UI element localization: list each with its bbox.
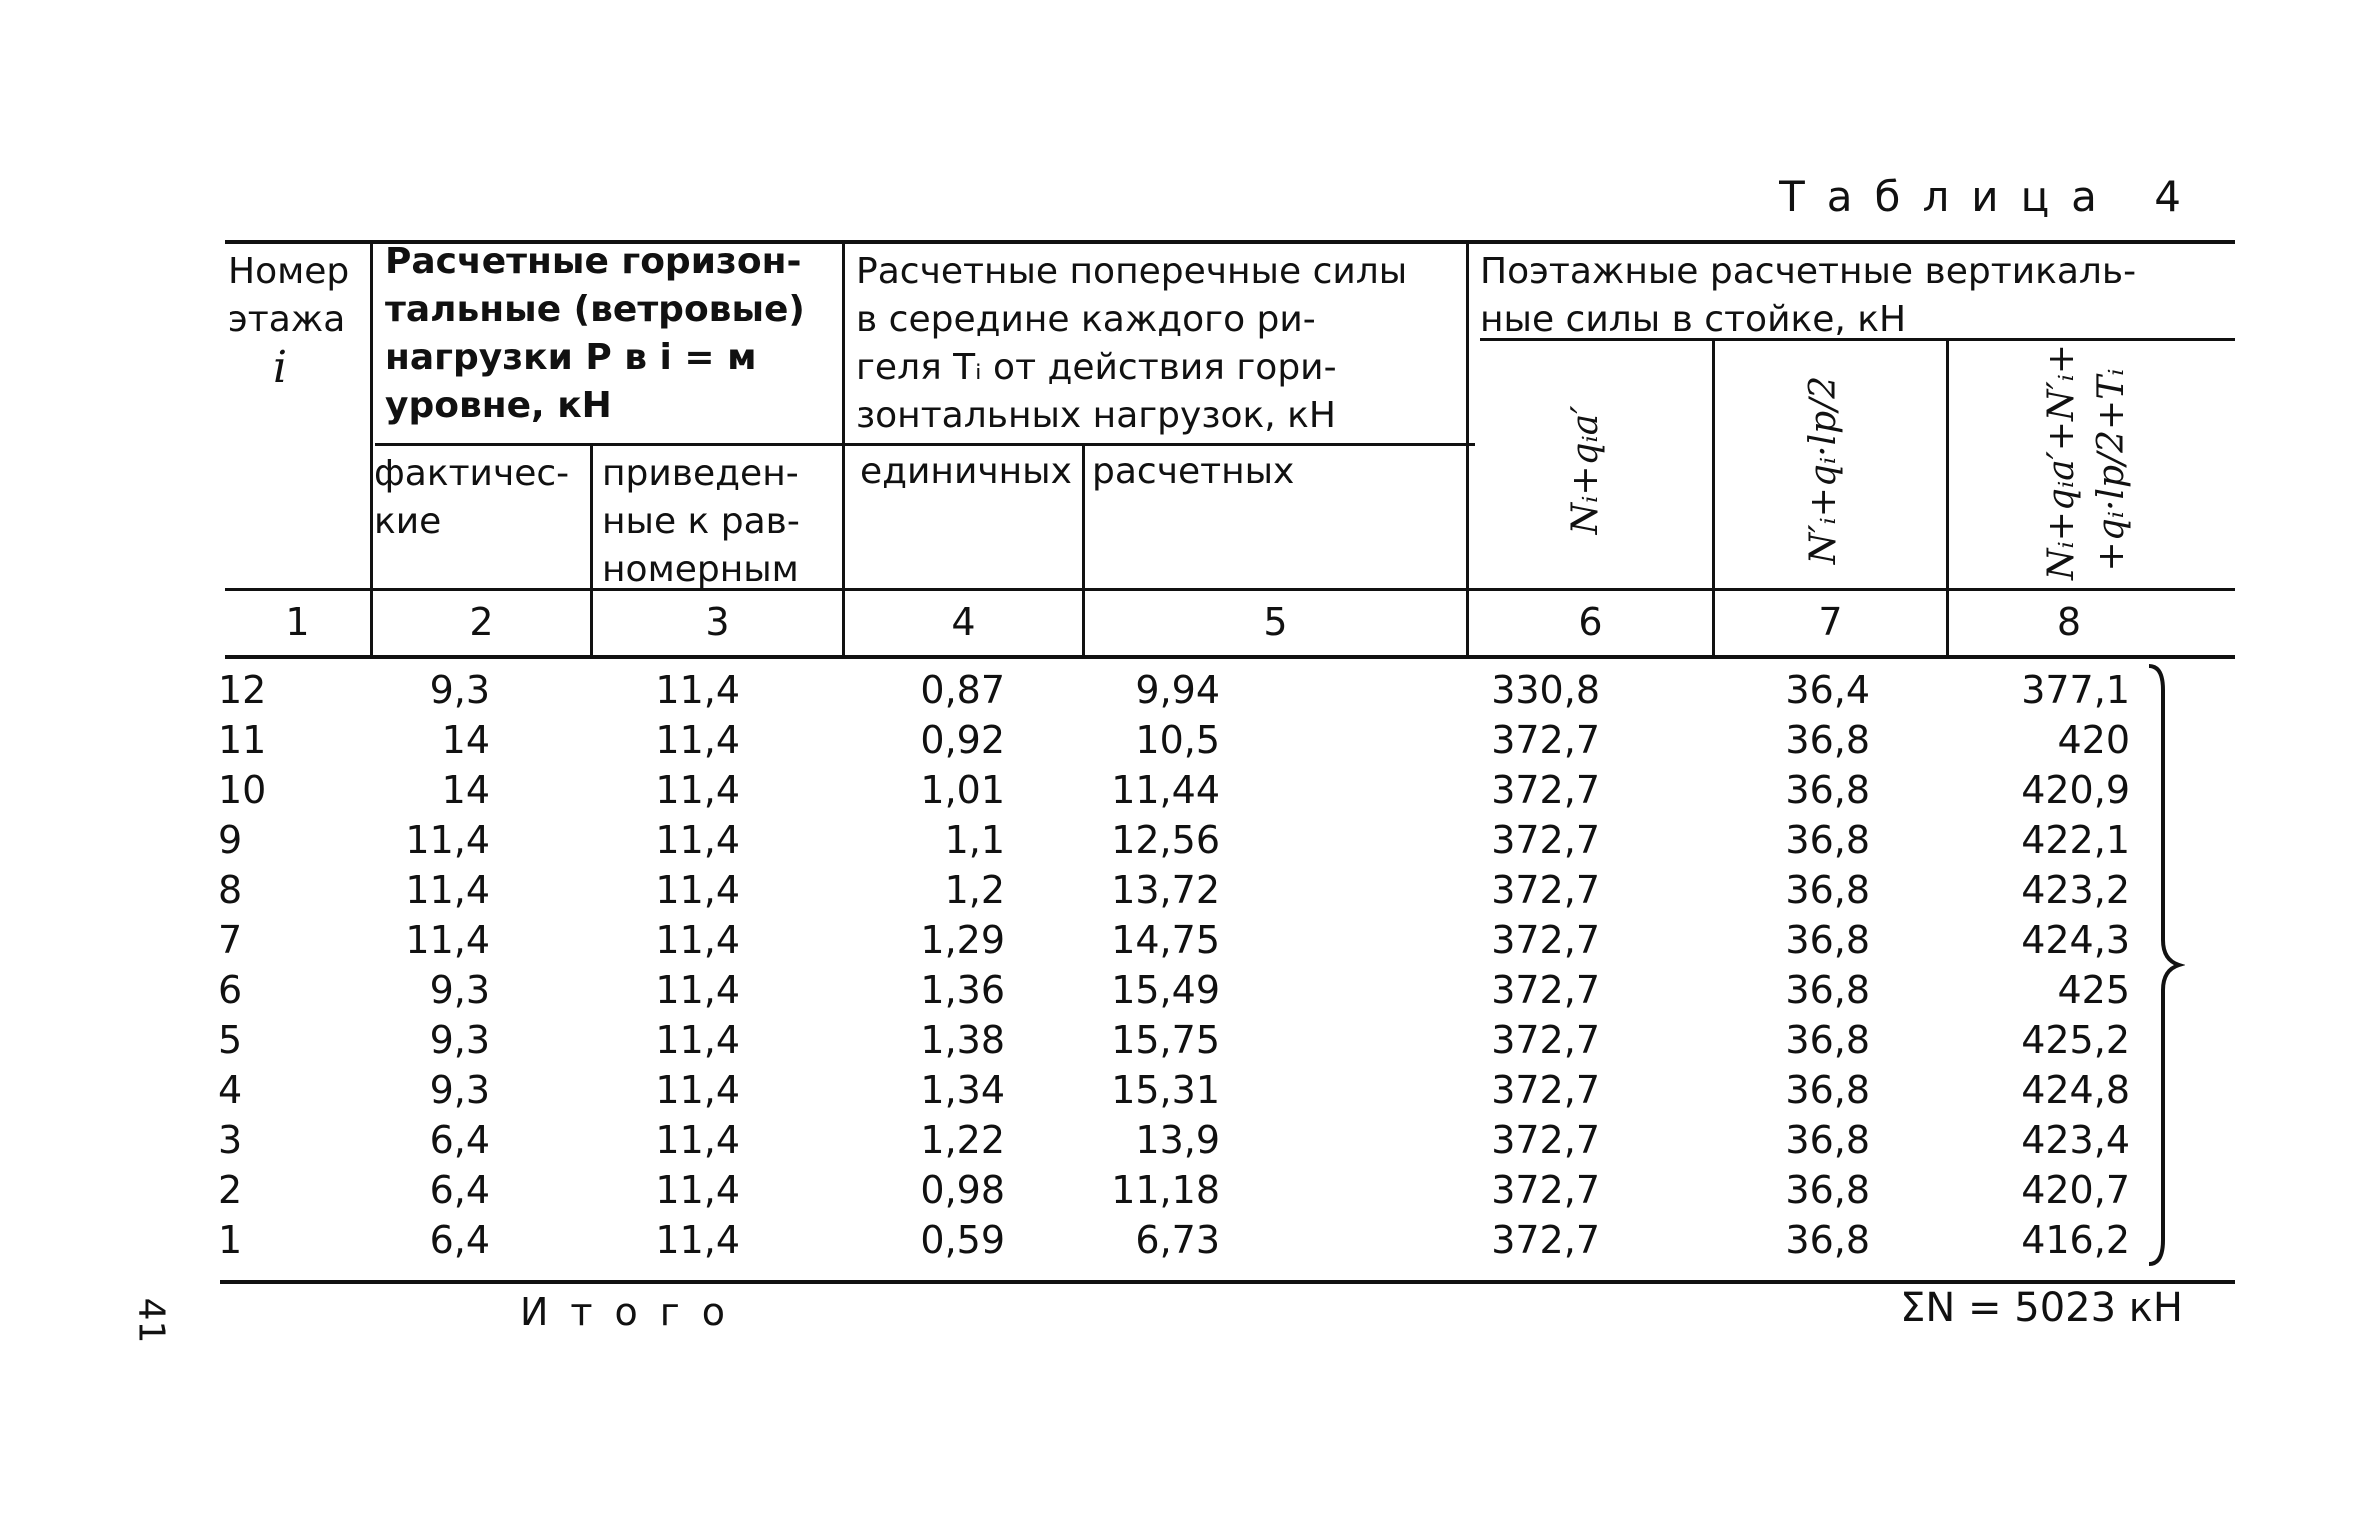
cell-col7: 36,8 [1785, 1218, 1870, 1262]
table-row [0, 965, 2363, 1015]
table-row [0, 1015, 2363, 1065]
cell-col6: 372,7 [1491, 918, 1600, 962]
column-number-8: 8 [2056, 600, 2082, 644]
cell-reduced: 11,4 [655, 1218, 740, 1262]
header-col8-formula-line1: Nᵢ+qᵢa′+N′ᵢ+ [2041, 343, 2082, 580]
column-number-2: 2 [469, 600, 494, 644]
cell-reduced: 11,4 [655, 818, 740, 862]
cell-col8: 423,2 [2021, 868, 2130, 912]
cell-col8: 424,3 [2021, 918, 2130, 962]
cell-design: 10,5 [1135, 718, 1220, 762]
cell-col7: 36,4 [1785, 668, 1870, 712]
cell-design: 11,44 [1111, 768, 1220, 812]
cell-reduced: 11,4 [655, 1068, 740, 1112]
col-divider-1 [370, 240, 373, 658]
cell-col6: 372,7 [1491, 718, 1600, 762]
cell-col7: 36,8 [1785, 1168, 1870, 1212]
cell-reduced: 11,4 [655, 868, 740, 912]
cell-floor: 8 [218, 868, 243, 912]
cell-reduced: 11,4 [655, 718, 740, 762]
table-row [0, 1165, 2363, 1215]
header-group-vertical-forces [1480, 248, 2136, 344]
total-sum: ΣN = 5023 кН [1900, 1285, 2183, 1331]
header-col4: единичных [860, 451, 1072, 492]
cell-col7: 36,8 [1785, 1068, 1870, 1112]
cell-col6: 372,7 [1491, 1218, 1600, 1262]
header-col2-line1: фактичес- [374, 453, 570, 494]
header-col3-line1: приведен- [602, 453, 799, 494]
cell-col6: 372,7 [1491, 768, 1600, 812]
page-number: 41 [130, 1297, 172, 1344]
cell-unit: 0,98 [920, 1168, 1005, 1212]
header-col1-line2: этажа [228, 299, 346, 340]
table-row [0, 765, 2363, 815]
header-col5: расчетных [1092, 451, 1295, 492]
cell-design: 12,56 [1111, 818, 1220, 862]
cell-reduced: 11,4 [655, 668, 740, 712]
table-caption: Таблица 4 [1779, 172, 2203, 221]
header-col3-line3: номерным [602, 549, 799, 590]
header-group45-line1: Расчетные поперечные силы [856, 251, 1408, 292]
cell-actual: 11,4 [405, 818, 490, 862]
cell-unit: 1,01 [920, 768, 1005, 812]
table-row [0, 815, 2363, 865]
header-col2 [374, 450, 569, 546]
cell-unit: 1,22 [920, 1118, 1005, 1162]
cell-col8: 424,8 [2021, 1068, 2130, 1112]
header-col7-formula: N′ᵢ+qᵢ·lp/2 [1803, 375, 1844, 565]
header-col3 [602, 450, 800, 594]
cell-col8: 420,9 [2021, 768, 2130, 812]
header-group45-line3: геля Tᵢ от действия гори- [856, 347, 1337, 388]
header-col1 [228, 248, 349, 392]
cell-design: 13,72 [1111, 868, 1220, 912]
cell-col8: 416,2 [2021, 1218, 2130, 1262]
cell-col6: 372,7 [1491, 968, 1600, 1012]
header-col6-formula: Nᵢ+qᵢa′ [1565, 405, 1606, 535]
header-group23-line3: нагрузки P в i = м [385, 337, 757, 378]
cell-design: 15,75 [1111, 1018, 1220, 1062]
table-row [0, 865, 2363, 915]
header-rule-group23-45 [375, 443, 1475, 446]
column-numbers-rule [225, 655, 2235, 659]
table-row [0, 915, 2363, 965]
cell-actual: 9,3 [429, 968, 490, 1012]
column-number-5: 5 [1263, 600, 1288, 644]
cell-unit: 0,59 [920, 1218, 1005, 1262]
header-group23-line4: уровне, кН [385, 385, 612, 426]
column-number-7: 7 [1818, 600, 1843, 644]
header-bottom-rule [225, 588, 2235, 591]
cell-floor: 2 [218, 1168, 243, 1212]
cell-actual: 11,4 [405, 868, 490, 912]
header-group678-line1: Поэтажные расчетные вертикаль- [1480, 251, 2137, 292]
cell-unit: 1,29 [920, 918, 1005, 962]
cell-col8: 377,1 [2021, 668, 2130, 712]
header-group678-line2: ные силы в стойке, кН [1480, 299, 1907, 340]
cell-col8: 425,2 [2021, 1018, 2130, 1062]
cell-col7: 36,8 [1785, 1118, 1870, 1162]
cell-col6: 372,7 [1491, 1018, 1600, 1062]
cell-design: 9,94 [1135, 668, 1220, 712]
header-group-horizontal-loads [385, 238, 805, 430]
cell-floor: 9 [218, 818, 243, 862]
cell-reduced: 11,4 [655, 768, 740, 812]
cell-col8: 422,1 [2021, 818, 2130, 862]
cell-reduced: 11,4 [655, 1118, 740, 1162]
header-group23-line1: Расчетные горизон- [385, 241, 802, 282]
cell-design: 11,18 [1111, 1168, 1220, 1212]
column-number-4: 4 [951, 600, 976, 644]
cell-unit: 1,36 [920, 968, 1005, 1012]
table-bottom-rule [220, 1280, 2235, 1284]
cell-actual: 11,4 [405, 918, 490, 962]
cell-actual: 9,3 [429, 1018, 490, 1062]
cell-reduced: 11,4 [655, 918, 740, 962]
cell-col6: 372,7 [1491, 1168, 1600, 1212]
table-row [0, 1115, 2363, 1165]
header-group45-line4: зонтальных нагрузок, кН [856, 395, 1336, 436]
col-divider-3 [842, 240, 845, 658]
cell-col7: 36,8 [1785, 818, 1870, 862]
cell-unit: 0,87 [920, 668, 1005, 712]
total-label: Итого [520, 1290, 748, 1334]
cell-floor: 12 [218, 668, 267, 712]
cell-design: 15,49 [1111, 968, 1220, 1012]
cell-col8: 425 [2057, 968, 2130, 1012]
table-row [0, 715, 2363, 765]
table-row [0, 1065, 2363, 1115]
header-col3-line2: ные к рав- [602, 501, 800, 542]
cell-col7: 36,8 [1785, 918, 1870, 962]
header-col8-formula [2037, 343, 2147, 580]
cell-col6: 372,7 [1491, 1118, 1600, 1162]
cell-floor: 3 [218, 1118, 243, 1162]
cell-col6: 372,7 [1491, 868, 1600, 912]
cell-design: 14,75 [1111, 918, 1220, 962]
summation-brace [2145, 660, 2185, 1270]
cell-actual: 9,3 [429, 668, 490, 712]
column-number-1: 1 [285, 600, 310, 644]
cell-actual: 6,4 [429, 1218, 490, 1262]
cell-col6: 372,7 [1491, 818, 1600, 862]
cell-actual: 9,3 [429, 1068, 490, 1112]
cell-design: 6,73 [1135, 1218, 1220, 1262]
column-number-3: 3 [705, 600, 730, 644]
header-group-shear-forces [856, 248, 1407, 440]
column-number-6: 6 [1578, 600, 1603, 644]
cell-reduced: 11,4 [655, 1018, 740, 1062]
cell-design: 13,9 [1135, 1118, 1220, 1162]
table-row [0, 1215, 2363, 1265]
cell-col8: 420,7 [2021, 1168, 2130, 1212]
cell-actual: 14 [441, 718, 490, 762]
cell-reduced: 11,4 [655, 1168, 740, 1212]
cell-unit: 1,38 [920, 1018, 1005, 1062]
cell-actual: 6,4 [429, 1118, 490, 1162]
cell-design: 15,31 [1111, 1068, 1220, 1112]
cell-floor: 5 [218, 1018, 243, 1062]
header-col1-line1: Номер [228, 251, 350, 292]
header-col8-formula-line2: +qᵢ·lp/2+Tᵢ [2091, 368, 2132, 572]
cell-col7: 36,8 [1785, 1018, 1870, 1062]
cell-floor: 7 [218, 918, 243, 962]
cell-col6: 372,7 [1491, 1068, 1600, 1112]
cell-unit: 1,2 [944, 868, 1005, 912]
cell-floor: 6 [218, 968, 243, 1012]
header-group45-line2: в середине каждого ри- [856, 299, 1316, 340]
cell-col7: 36,8 [1785, 868, 1870, 912]
cell-col6: 330,8 [1491, 668, 1600, 712]
table-row [0, 665, 2363, 715]
cell-col7: 36,8 [1785, 968, 1870, 1012]
header-col2-line2: кие [374, 501, 442, 542]
cell-floor: 11 [218, 718, 267, 762]
cell-actual: 14 [441, 768, 490, 812]
cell-unit: 0,92 [920, 718, 1005, 762]
cell-col7: 36,8 [1785, 768, 1870, 812]
col-divider-5 [1466, 240, 1469, 658]
cell-col7: 36,8 [1785, 718, 1870, 762]
cell-actual: 6,4 [429, 1168, 490, 1212]
cell-col8: 423,4 [2021, 1118, 2130, 1162]
cell-floor: 1 [218, 1218, 243, 1262]
header-group23-line2: тальные (ветровые) [385, 289, 805, 330]
cell-col8: 420 [2057, 718, 2130, 762]
cell-reduced: 11,4 [655, 968, 740, 1012]
cell-floor: 4 [218, 1068, 243, 1112]
cell-unit: 1,1 [944, 818, 1005, 862]
cell-floor: 10 [218, 768, 267, 812]
header-col1-symbol: i [273, 342, 288, 393]
cell-unit: 1,34 [920, 1068, 1005, 1112]
